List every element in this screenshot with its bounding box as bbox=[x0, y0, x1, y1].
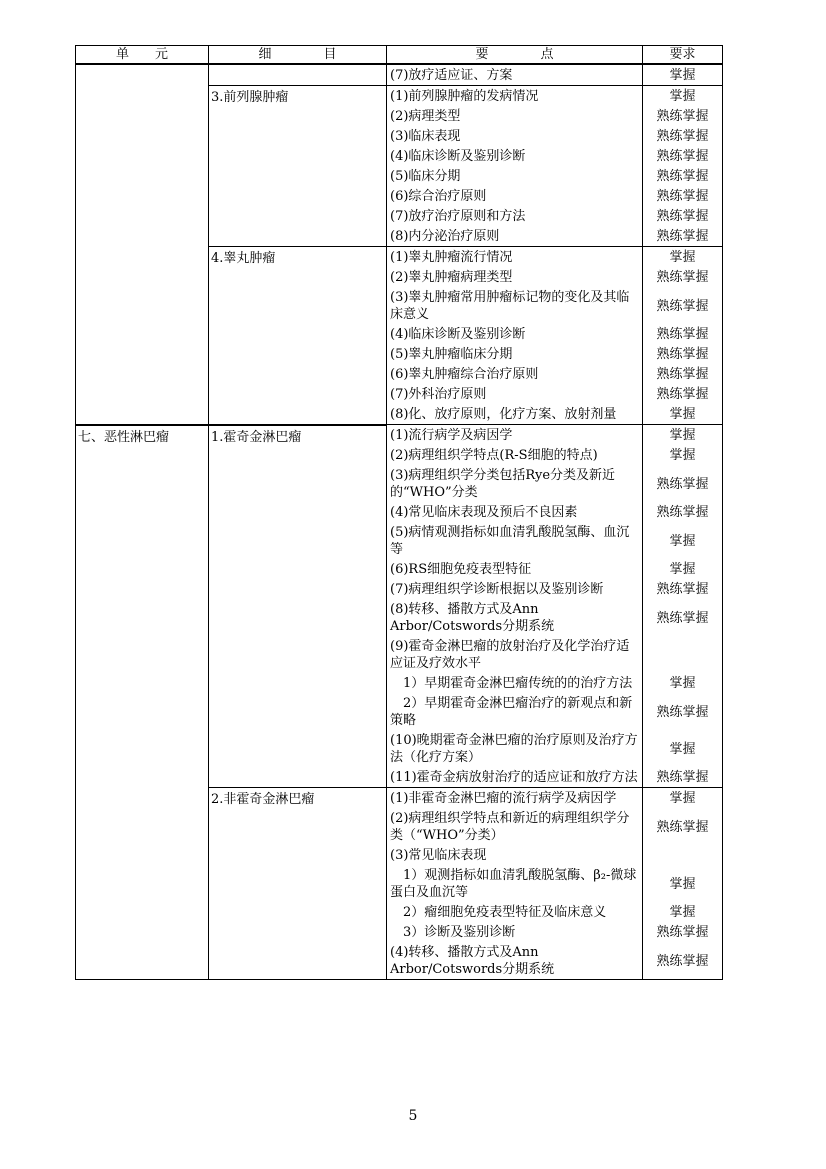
requirement-cell: 掌握 bbox=[643, 86, 723, 107]
key-point-cell: (1)非霍奇金淋巴瘤的流行病学及病因学 bbox=[387, 788, 643, 809]
header-unit: 单 元 bbox=[76, 46, 209, 65]
key-point-cell: (3)临床表现 bbox=[387, 126, 643, 146]
key-point-cell: (8)内分泌治疗原则 bbox=[387, 226, 643, 247]
requirement-cell: 掌握 bbox=[643, 247, 723, 268]
requirement-cell: 掌握 bbox=[643, 64, 723, 86]
requirement-cell bbox=[643, 636, 723, 673]
key-point-cell: (3)常见临床表现 bbox=[387, 845, 643, 865]
key-point-cell: (3)病理组织学分类包括Rye分类及新近的“WHO”分类 bbox=[387, 465, 643, 502]
key-point-cell: (9)霍奇金淋巴瘤的放射治疗及化学治疗适应证及疗效水平 bbox=[387, 636, 643, 673]
key-point-cell: 2）早期霍奇金淋巴瘤治疗的新观点和新策略 bbox=[387, 693, 643, 730]
key-point-cell: (6)RS细胞免疫表型特征 bbox=[387, 559, 643, 579]
key-point-cell: (4)转移、播散方式及Ann Arbor/Cotswords分期系统 bbox=[387, 942, 643, 980]
requirement-cell: 熟练掌握 bbox=[643, 579, 723, 599]
requirement-cell: 熟练掌握 bbox=[643, 693, 723, 730]
requirement-cell: 熟练掌握 bbox=[643, 922, 723, 942]
key-point-cell: (4)临床诊断及鉴别诊断 bbox=[387, 324, 643, 344]
header-detail: 细 目 bbox=[209, 46, 387, 65]
key-point-cell: (8)化、放疗原则，化疗方案、放射剂量 bbox=[387, 404, 643, 425]
requirement-cell: 熟练掌握 bbox=[643, 465, 723, 502]
key-point-cell: (3)睾丸肿瘤常用肿瘤标记物的变化及其临床意义 bbox=[387, 287, 643, 324]
header-points: 要 点 bbox=[387, 46, 643, 65]
requirement-cell: 掌握 bbox=[643, 902, 723, 922]
key-point-cell: (1)前列腺肿瘤的发病情况 bbox=[387, 86, 643, 107]
key-point-cell: (2)睾丸肿瘤病理类型 bbox=[387, 267, 643, 287]
key-point-cell: 2）瘤细胞免疫表型特征及临床意义 bbox=[387, 902, 643, 922]
key-point-cell: (7)病理组织学诊断根据以及鉴别诊断 bbox=[387, 579, 643, 599]
key-point-cell: (10)晚期霍奇金淋巴瘤的治疗原则及治疗方法（化疗方案） bbox=[387, 730, 643, 767]
requirement-cell: 掌握 bbox=[643, 559, 723, 579]
table-row bbox=[76, 64, 723, 86]
requirement-cell: 掌握 bbox=[643, 865, 723, 902]
requirement-cell: 熟练掌握 bbox=[643, 324, 723, 344]
header-row bbox=[76, 46, 723, 65]
requirement-cell: 熟练掌握 bbox=[643, 942, 723, 980]
key-point-cell: (11)霍奇金病放射治疗的适应证和放疗方法 bbox=[387, 767, 643, 788]
requirement-cell: 熟练掌握 bbox=[643, 599, 723, 636]
key-point-cell: (5)睾丸肿瘤临床分期 bbox=[387, 344, 643, 364]
key-point-cell: (2)病理组织学特点和新近的病理组织学分类（“WHO”分类） bbox=[387, 808, 643, 845]
requirement-cell: 掌握 bbox=[643, 730, 723, 767]
requirement-cell: 掌握 bbox=[643, 788, 723, 809]
key-point-cell: (2)病理组织学特点(R-S细胞的特点) bbox=[387, 445, 643, 465]
detail-cell: 2.非霍奇金淋巴瘤 bbox=[209, 788, 387, 980]
requirement-cell: 熟练掌握 bbox=[643, 767, 723, 788]
key-point-cell: 1）早期霍奇金淋巴瘤传统的的治疗方法 bbox=[387, 673, 643, 693]
detail-cell bbox=[209, 64, 387, 86]
key-point-cell: (6)综合治疗原则 bbox=[387, 186, 643, 206]
key-point-cell: 1）观测指标如血清乳酸脱氢酶、β₂-微球蛋白及血沉等 bbox=[387, 865, 643, 902]
requirement-cell: 熟练掌握 bbox=[643, 808, 723, 845]
key-point-cell: (5)临床分期 bbox=[387, 166, 643, 186]
requirement-cell: 掌握 bbox=[643, 425, 723, 446]
page-number: 5 bbox=[408, 1108, 418, 1124]
table-body bbox=[76, 64, 723, 980]
table-row bbox=[76, 425, 723, 446]
requirement-cell: 熟练掌握 bbox=[643, 226, 723, 247]
unit-cell bbox=[76, 64, 209, 425]
requirement-cell: 熟练掌握 bbox=[643, 267, 723, 287]
requirement-cell: 掌握 bbox=[643, 445, 723, 465]
key-point-cell: (2)病理类型 bbox=[387, 106, 643, 126]
key-point-cell: (6)睾丸肿瘤综合治疗原则 bbox=[387, 364, 643, 384]
detail-cell: 1.霍奇金淋巴瘤 bbox=[209, 425, 387, 788]
requirement-cell: 熟练掌握 bbox=[643, 364, 723, 384]
key-point-cell: (1)睾丸肿瘤流行情况 bbox=[387, 247, 643, 268]
key-point-cell: (5)病情观测指标如血清乳酸脱氢酶、血沉等 bbox=[387, 522, 643, 559]
requirement-cell: 熟练掌握 bbox=[643, 384, 723, 404]
requirement-cell: 熟练掌握 bbox=[643, 126, 723, 146]
requirement-cell bbox=[643, 845, 723, 865]
unit-cell: 七、恶性淋巴瘤 bbox=[76, 425, 209, 980]
key-point-cell: (4)临床诊断及鉴别诊断 bbox=[387, 146, 643, 166]
header-requirement: 要求 bbox=[643, 46, 723, 65]
requirement-cell: 掌握 bbox=[643, 404, 723, 425]
key-point-cell: (1)流行病学及病因学 bbox=[387, 425, 643, 446]
key-point-cell: (7)放疗适应证、方案 bbox=[387, 64, 643, 86]
requirement-cell: 熟练掌握 bbox=[643, 146, 723, 166]
requirement-cell: 熟练掌握 bbox=[643, 344, 723, 364]
key-point-cell: (8)转移、播散方式及Ann Arbor/Cotswords分期系统 bbox=[387, 599, 643, 636]
requirement-cell: 熟练掌握 bbox=[643, 106, 723, 126]
requirement-cell: 熟练掌握 bbox=[643, 186, 723, 206]
detail-cell: 4.睾丸肿瘤 bbox=[209, 247, 387, 425]
syllabus-table bbox=[75, 45, 723, 980]
requirement-cell: 掌握 bbox=[643, 522, 723, 559]
requirement-cell: 熟练掌握 bbox=[643, 166, 723, 186]
key-point-cell: (7)放疗治疗原则和方法 bbox=[387, 206, 643, 226]
requirement-cell: 掌握 bbox=[643, 673, 723, 693]
key-point-cell: (4)常见临床表现及预后不良因素 bbox=[387, 502, 643, 522]
requirement-cell: 熟练掌握 bbox=[643, 287, 723, 324]
detail-cell: 3.前列腺肿瘤 bbox=[209, 86, 387, 247]
requirement-cell: 熟练掌握 bbox=[643, 206, 723, 226]
key-point-cell: 3）诊断及鉴别诊断 bbox=[387, 922, 643, 942]
key-point-cell: (7)外科治疗原则 bbox=[387, 384, 643, 404]
requirement-cell: 熟练掌握 bbox=[643, 502, 723, 522]
